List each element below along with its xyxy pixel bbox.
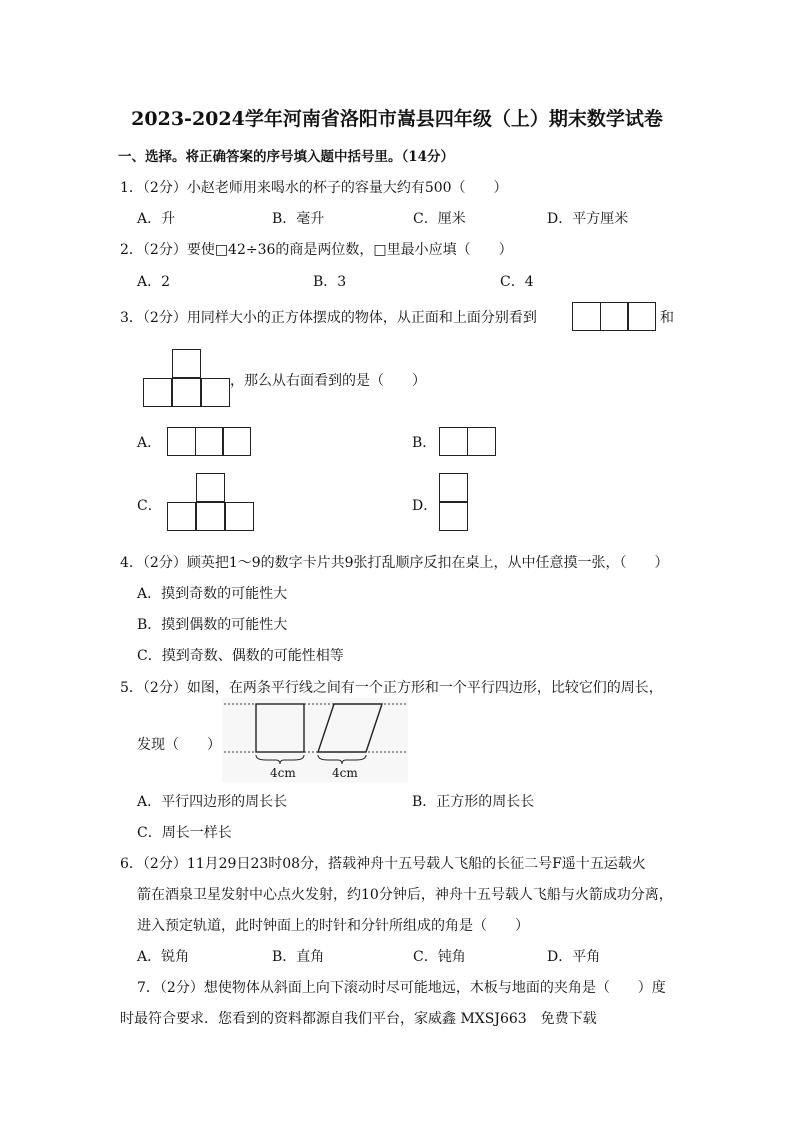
top-view-figure [143, 349, 233, 408]
q4-option-c: C．摸到奇数、偶数的可能性相等 [137, 648, 344, 664]
q3-option-d-figure [439, 473, 469, 532]
question-6-line-3: 进入预定轨道，此时钟面上的时针和分针所组成的角是（ ） [137, 918, 529, 934]
question-7-line-1: 7．（2分）想使物体从斜面上向下滚动时尽可能地远，木板与地面的夹角是（ ）度 [137, 980, 666, 996]
q3-option-b: B． [412, 435, 437, 451]
q1-option-c: C．厘米 [413, 211, 466, 227]
q3-option-a-figure [167, 427, 251, 456]
q5-option-c: C．周长一样长 [137, 825, 232, 841]
q1-option-a: A．升 [137, 211, 176, 227]
q3-option-c: C． [137, 498, 162, 514]
label-parallelogram-base: 4cm [332, 766, 358, 780]
question-4: 4．（2分）顾英把1～9的数字卡片共9张打乱顺序反扣在桌上，从中任意摸一张，（ ） [120, 555, 669, 571]
q5-option-b: B．正方形的周长长 [412, 794, 535, 810]
q3-option-d: D． [412, 498, 438, 514]
q2-option-a: A．2 [137, 274, 171, 290]
question-7-line-2: 时最符合要求．您看到的资料都源自我们平台，家威鑫 MXSJ663 免费下载 [120, 1011, 597, 1027]
q5-option-a: A．平行四边形的周长长 [137, 794, 288, 810]
page-title: 2023-2024学年河南省洛阳市嵩县四年级（上）期末数学试卷 [131, 108, 663, 130]
question-5: 5．（2分）如图，在两条平行线之间有一个正方形和一个平行四边形，比较它们的周长， [120, 680, 663, 696]
question-1: 1．（2分）小赵老师用来喝水的杯子的容量大约有500（ ） [120, 180, 508, 196]
q2-option-c: C．4 [500, 274, 534, 290]
q2-option-b: B．3 [313, 274, 347, 290]
question-2: 2．（2分）要使□42÷36的商是两位数，□里最小应填（ ） [120, 242, 513, 258]
q3-option-c-figure [167, 473, 257, 532]
q1-option-b: B．毫升 [272, 211, 325, 227]
q6-option-a: A．锐角 [137, 949, 190, 965]
q3-option-a: A． [137, 435, 162, 451]
q4-option-b: B．摸到偶数的可能性大 [137, 617, 288, 633]
q5-tail: 发现（ ） [137, 737, 221, 753]
q6-option-b: B．直角 [272, 949, 325, 965]
question-3: 3．（2分）用同样大小的正方体摆成的物体，从正面和上面分别看到 [120, 310, 537, 326]
front-view-figure [572, 302, 656, 331]
q3-and: 和 [660, 310, 674, 326]
parallel-lines-figure [222, 698, 408, 782]
q6-option-d: D．平角 [547, 949, 601, 965]
q3-option-b-figure [439, 427, 496, 456]
question-6-line-2: 箭在酒泉卫星发射中心点火发射，约10分钟后，神舟十五号载人飞船与火箭成功分离， [137, 887, 673, 903]
q3-tail: ，那么从右面看到的是（ ） [230, 373, 426, 389]
q6-option-c: C．钝角 [413, 949, 466, 965]
question-6-line-1: 6．（2分）11月29日23时08分，搭载神舟十五号载人飞船的长征二号F遥十五运载火 [120, 856, 646, 872]
label-square-side: 4cm [270, 766, 296, 780]
q4-option-a: A．摸到奇数的可能性大 [137, 586, 288, 602]
q1-option-d: D．平方厘米 [547, 211, 629, 227]
section-heading: 一、选择。将正确答案的序号填入题中括号里。（14分） [118, 149, 455, 165]
